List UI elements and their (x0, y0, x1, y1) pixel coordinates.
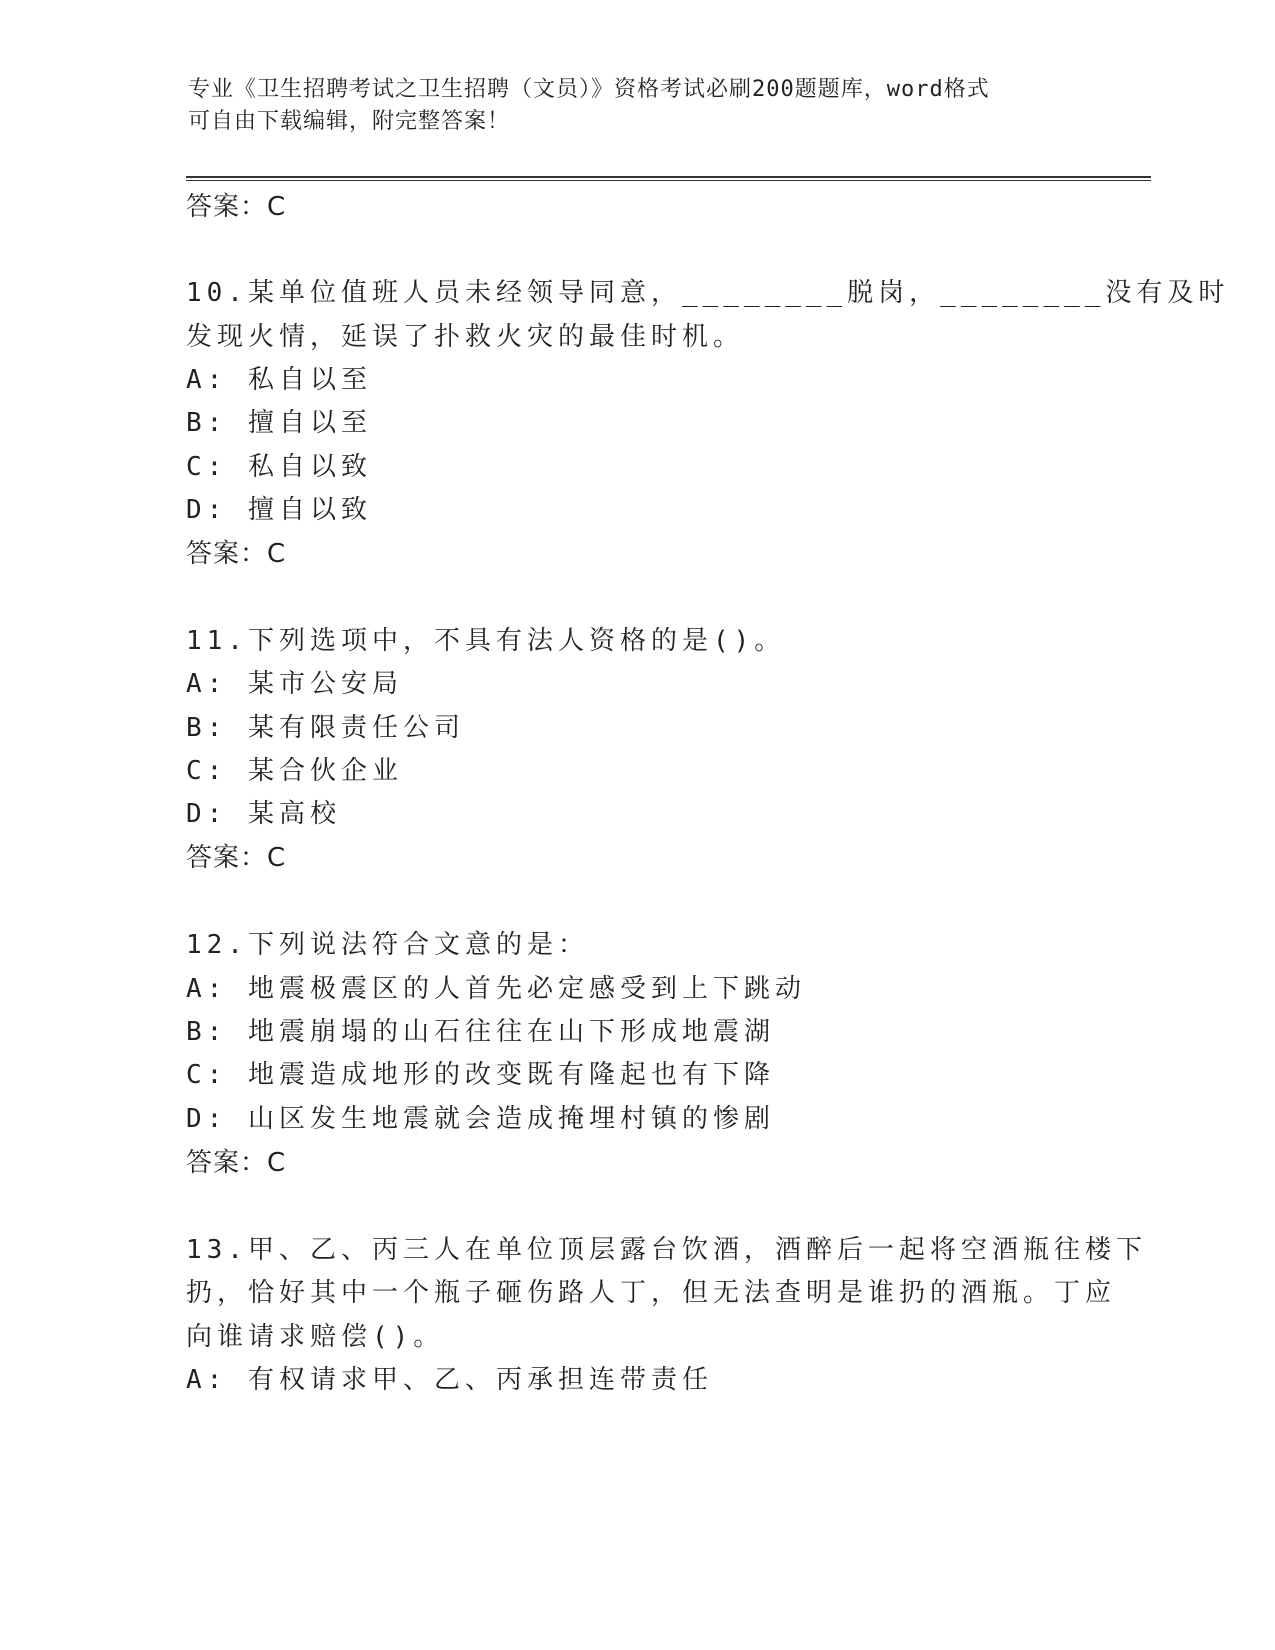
question-12-option-b: B: 地震崩塌的山石往往在山下形成地震湖 (186, 1017, 775, 1047)
question-13-stem-line-3: 向谁请求赔偿()。 (186, 1322, 445, 1352)
question-11-stem-line-1: 11.下列选项中，不具有法人资格的是()。 (186, 626, 786, 656)
question-12-answer: 答案：C (186, 1148, 287, 1178)
question-10-stem-line-2: 发现火情，延误了扑救火灾的最佳时机。 (186, 322, 745, 352)
question-11-answer: 答案：C (186, 843, 287, 873)
question-11-option-b: B: 某有限责任公司 (186, 713, 465, 743)
header-divider (186, 176, 1151, 182)
question-12-stem-line-1: 12.下列说法符合文意的是： (186, 930, 589, 960)
question-10-option-c: C: 私自以致 (186, 452, 372, 482)
question-12-option-c: C: 地震造成地形的改变既有隆起也有下降 (186, 1060, 775, 1090)
question-11-option-a: A: 某市公安局 (186, 669, 403, 699)
question-10-answer: 答案：C (186, 539, 287, 569)
question-11-option-d: D: 某高校 (186, 799, 341, 829)
question-11-option-c: C: 某合伙企业 (186, 756, 403, 786)
question-13-option-a: A: 有权请求甲、乙、丙承担连带责任 (186, 1365, 713, 1395)
question-13-stem-line-1: 13.甲、乙、丙三人在单位顶层露台饮酒，酒醉后一起将空酒瓶往楼下 (186, 1235, 1147, 1265)
question-12-option-a: A: 地震极震区的人首先必定感受到上下跳动 (186, 974, 806, 1004)
question-10-option-a: A: 私自以至 (186, 365, 372, 395)
header-line-2: 可自由下载编辑，附完整答案！ (188, 109, 511, 134)
question-10-option-d: D: 擅自以致 (186, 495, 372, 525)
header-line-1: 专业《卫生招聘考试之卫生招聘（文员）》资格考试必刷200题题库，word格式 (188, 77, 990, 102)
answer-line: 答案：C (186, 192, 287, 222)
question-10-option-b: B: 擅自以至 (186, 408, 372, 438)
question-13-stem-line-2: 扔，恰好其中一个瓶子砸伤路人丁，但无法查明是谁扔的酒瓶。丁应 (186, 1278, 1117, 1308)
question-10-stem-line-1: 10.某单位值班人员未经领导同意，________脱岗，________没有及时 (186, 278, 1230, 308)
page-header (188, 74, 1068, 138)
question-12-option-d: D: 山区发生地震就会造成掩埋村镇的惨剧 (186, 1104, 775, 1134)
